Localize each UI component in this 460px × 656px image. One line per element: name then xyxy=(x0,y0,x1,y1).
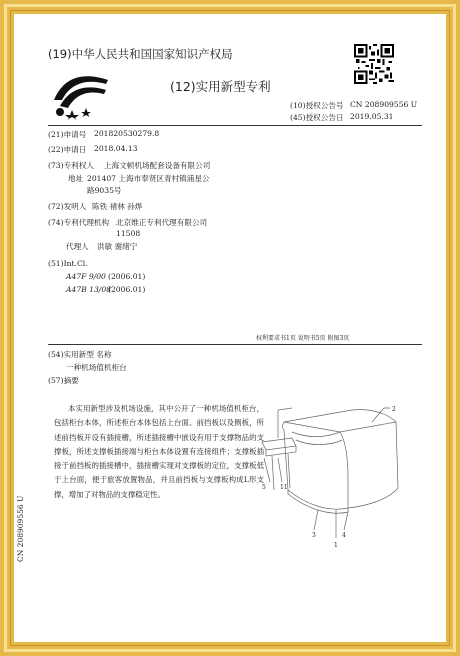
pub-no: CN 208909556 U xyxy=(350,100,418,109)
app-date-label: (22)申请日 xyxy=(48,145,87,154)
app-no: 201820530279.8 xyxy=(94,129,160,138)
side-pub-no: CN 208909556 U xyxy=(16,495,25,562)
page-counts: 权利要求书1页 说明书5页 附图3页 xyxy=(256,335,350,342)
agency-code: 11508 xyxy=(116,229,141,238)
inventor-label: (72)发明人 xyxy=(48,202,87,211)
qr-code-icon xyxy=(354,44,394,84)
counter-drawing xyxy=(248,370,410,562)
address-line-1: 201407 上海市奉贤区青村镇浦星公 xyxy=(87,174,210,183)
inventors: 陈铁 褚林 孙烨 xyxy=(92,202,143,211)
figure-label-2: 2 xyxy=(392,406,396,413)
pub-date: 2019.05.31 xyxy=(350,112,394,121)
app-date: 2018.04.13 xyxy=(94,144,138,153)
agent-label: 代理人 xyxy=(66,242,89,251)
app-no-label: (21)申请号 xyxy=(48,130,87,139)
ipc-date-1: (2006.01) xyxy=(108,272,146,281)
ipc-code-1: A47F 9/00 xyxy=(66,272,106,281)
section-rule xyxy=(48,344,422,345)
title-label: (54)实用新型 名称 xyxy=(48,350,112,359)
agents: 洪敏 谢绪宁 xyxy=(97,242,138,251)
agency-label: (74)专利代理机构 xyxy=(48,218,110,227)
figure-label-11: 11 xyxy=(280,484,288,491)
pub-date-label: (45)授权公告日 xyxy=(290,113,344,122)
patent-page xyxy=(16,22,438,634)
header-rule xyxy=(48,125,422,126)
abstract-label: (57)摘要 xyxy=(48,376,79,385)
figure-label-4: 4 xyxy=(342,532,346,539)
document-kind: (12)实用新型专利 xyxy=(170,79,271,94)
owner: 上海文顿机场配套设备有限公司 xyxy=(104,161,211,170)
abstract-text: 本实用新型涉及机场设施，其中公开了一种机场值机柜台，包括柜台本体，所述柜台本体包括上台面、前挡板以及侧板，所述前挡板开设有插接槽，所述插接槽中嵌设有用于支撑物品的支撑板，所述支撑板插接端与柜台本体设置有连接组件；支撑板插接于前挡板的插接槽中，插接槽实现对支撑板的定位，支撑板低于上台面，便于旅客放置物品，并且前挡板与支撑板构成L形支撑，增加了对物品的支撑稳定性。 xyxy=(54,404,264,499)
agency: 北京维正专利代理有限公司 xyxy=(116,218,208,227)
figure-label-1: 1 xyxy=(334,542,338,549)
address-label: 地址 xyxy=(68,174,84,183)
figure-label-3: 3 xyxy=(312,532,316,539)
figure-label-5: 5 xyxy=(262,484,266,491)
office-name: (19)中华人民共和国国家知识产权局 xyxy=(48,47,233,61)
ipc-date-2: (2006.01) xyxy=(108,285,146,294)
pub-no-label: (10)授权公告号 xyxy=(290,101,344,110)
cnipa-emblem-icon xyxy=(50,70,112,120)
owner-label: (73)专利权人 xyxy=(48,161,94,170)
utility-model-title: 一种机场值机柜台 xyxy=(66,363,127,372)
ipc-code-2: A47B 13/08 xyxy=(66,285,112,294)
address-line-2: 路9035号 xyxy=(87,186,122,195)
intcl-label: (51)Int.Cl. xyxy=(48,259,88,268)
